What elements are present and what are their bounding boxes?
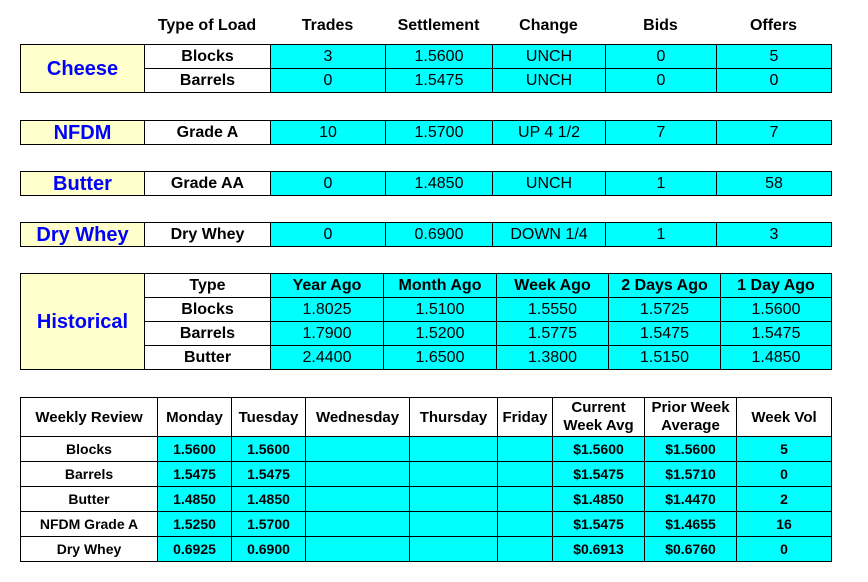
hist-type: Barrels <box>145 322 271 346</box>
weekly-friday <box>498 437 553 462</box>
nfdm-offers: 7 <box>717 121 832 145</box>
weekly-thursday <box>410 487 498 512</box>
weekly-current-avg: $1.5475 <box>553 512 645 537</box>
dry-whey-table <box>20 222 832 247</box>
weekly-prior-avg: $1.4655 <box>645 512 737 537</box>
hist-value: 1.5775 <box>497 322 609 346</box>
header-spacer <box>20 13 144 39</box>
cheese-label: Cheese <box>21 45 145 93</box>
dry-whey-bids: 1 <box>606 223 717 247</box>
hist-value: 1.7900 <box>271 322 384 346</box>
weekly-header-friday: Friday <box>498 398 553 437</box>
weekly-header-thursday: Thursday <box>410 398 498 437</box>
weekly-tuesday: 0.6900 <box>232 537 306 562</box>
table-row <box>21 437 832 462</box>
butter-change: UNCH <box>493 172 606 196</box>
historical-label: Historical <box>21 274 145 370</box>
hist-value: 1.5100 <box>384 298 497 322</box>
hist-value: 1.4850 <box>721 346 832 370</box>
weekly-vol: 2 <box>737 487 832 512</box>
butter-label: Butter <box>21 172 145 196</box>
weekly-friday <box>498 537 553 562</box>
cheese-blocks-offers: 5 <box>717 45 832 69</box>
dry-whey-label: Dry Whey <box>21 223 145 247</box>
cheese-blocks-change: UNCH <box>493 45 606 69</box>
weekly-header-monday: Monday <box>158 398 232 437</box>
cheese-blocks-type: Blocks <box>145 45 271 69</box>
prior-line-2: Average <box>661 417 720 434</box>
weekly-tuesday: 1.5700 <box>232 512 306 537</box>
header-trades: Trades <box>301 17 354 34</box>
weekly-product: Butter <box>21 487 158 512</box>
hist-value: 1.5475 <box>721 322 832 346</box>
hist-value: 2.4400 <box>271 346 384 370</box>
header-type-of-load: Type of Load <box>157 17 257 34</box>
weekly-vol: 5 <box>737 437 832 462</box>
weekly-prior-avg: $0.6760 <box>645 537 737 562</box>
hist-type: Blocks <box>145 298 271 322</box>
weekly-header-review: Weekly Review <box>21 398 158 437</box>
weekly-thursday <box>410 512 498 537</box>
nfdm-settlement: 1.5700 <box>386 121 493 145</box>
cheese-barrels-type: Barrels <box>145 69 271 93</box>
cheese-blocks-trades: 3 <box>271 45 386 69</box>
weekly-monday: 1.4850 <box>158 487 232 512</box>
historical-table <box>20 273 832 370</box>
weekly-prior-avg: $1.5710 <box>645 462 737 487</box>
weekly-friday <box>498 462 553 487</box>
nfdm-trades: 10 <box>271 121 386 145</box>
hist-value: 1.3800 <box>497 346 609 370</box>
header-change: Change <box>519 17 578 34</box>
weekly-friday <box>498 487 553 512</box>
table-row <box>21 462 832 487</box>
weekly-tuesday: 1.5475 <box>232 462 306 487</box>
main-header <box>20 13 831 39</box>
hist-value: 1.5725 <box>609 298 721 322</box>
nfdm-change: UP 4 1/2 <box>493 121 606 145</box>
nfdm-type: Grade A <box>145 121 271 145</box>
weekly-monday: 1.5475 <box>158 462 232 487</box>
hist-header-week-ago: Week Ago <box>497 274 609 298</box>
cheese-table <box>20 44 832 93</box>
weekly-prior-avg: $1.4470 <box>645 487 737 512</box>
cheese-barrels-trades: 0 <box>271 69 386 93</box>
weekly-header-wednesday: Wednesday <box>306 398 410 437</box>
weekly-header-week-vol: Week Vol <box>737 398 832 437</box>
dry-whey-type: Dry Whey <box>145 223 271 247</box>
weekly-vol: 16 <box>737 512 832 537</box>
hist-header-1-day-ago: 1 Day Ago <box>721 274 832 298</box>
current-line-1: Current <box>571 399 626 416</box>
weekly-wednesday <box>306 462 410 487</box>
butter-table <box>20 171 832 196</box>
hist-value: 1.6500 <box>384 346 497 370</box>
hist-value: 1.5200 <box>384 322 497 346</box>
weekly-friday <box>498 512 553 537</box>
butter-settlement: 1.4850 <box>386 172 493 196</box>
weekly-vol: 0 <box>737 462 832 487</box>
weekly-prior-avg: $1.5600 <box>645 437 737 462</box>
weekly-current-avg: $1.5600 <box>553 437 645 462</box>
dry-whey-settlement: 0.6900 <box>386 223 493 247</box>
nfdm-label: NFDM <box>21 121 145 145</box>
weekly-product: Barrels <box>21 462 158 487</box>
cheese-barrels-change: UNCH <box>493 69 606 93</box>
weekly-product: Dry Whey <box>21 537 158 562</box>
table-row <box>21 512 832 537</box>
butter-bids: 1 <box>606 172 717 196</box>
weekly-wednesday <box>306 537 410 562</box>
weekly-wednesday <box>306 512 410 537</box>
weekly-monday: 1.5250 <box>158 512 232 537</box>
weekly-wednesday <box>306 437 410 462</box>
dry-whey-trades: 0 <box>271 223 386 247</box>
hist-header-2-days-ago: 2 Days Ago <box>609 274 721 298</box>
weekly-product: Blocks <box>21 437 158 462</box>
weekly-vol: 0 <box>737 537 832 562</box>
weekly-header-tuesday: Tuesday <box>232 398 306 437</box>
cheese-blocks-settlement: 1.5600 <box>386 45 493 69</box>
weekly-monday: 0.6925 <box>158 537 232 562</box>
hist-value: 1.5475 <box>609 322 721 346</box>
cheese-blocks-bids: 0 <box>606 45 717 69</box>
hist-header-type: Type <box>145 274 271 298</box>
hist-value: 1.8025 <box>271 298 384 322</box>
table-row <box>21 537 832 562</box>
weekly-wednesday <box>306 487 410 512</box>
hist-type: Butter <box>145 346 271 370</box>
weekly-header-current-week-avg <box>553 398 645 437</box>
cheese-barrels-bids: 0 <box>606 69 717 93</box>
hist-header-year-ago: Year Ago <box>271 274 384 298</box>
cheese-barrels-offers: 0 <box>717 69 832 93</box>
butter-trades: 0 <box>271 172 386 196</box>
header-settlement: Settlement <box>397 17 480 34</box>
weekly-thursday <box>410 462 498 487</box>
weekly-monday: 1.5600 <box>158 437 232 462</box>
hist-value: 1.5600 <box>721 298 832 322</box>
current-line-2: Week Avg <box>563 417 634 434</box>
dry-whey-offers: 3 <box>717 223 832 247</box>
butter-offers: 58 <box>717 172 832 196</box>
weekly-tuesday: 1.4850 <box>232 487 306 512</box>
cheese-barrels-settlement: 1.5475 <box>386 69 493 93</box>
nfdm-table <box>20 120 832 145</box>
prior-line-1: Prior Week <box>651 399 730 416</box>
weekly-product: NFDM Grade A <box>21 512 158 537</box>
hist-value: 1.5550 <box>497 298 609 322</box>
weekly-thursday <box>410 437 498 462</box>
nfdm-bids: 7 <box>606 121 717 145</box>
weekly-current-avg: $1.4850 <box>553 487 645 512</box>
weekly-current-avg: $0.6913 <box>553 537 645 562</box>
weekly-header-prior-week-average <box>645 398 737 437</box>
hist-header-month-ago: Month Ago <box>384 274 497 298</box>
header-offers: Offers <box>749 17 798 34</box>
weekly-review-table <box>20 397 832 562</box>
hist-value: 1.5150 <box>609 346 721 370</box>
table-row <box>21 487 832 512</box>
weekly-thursday <box>410 537 498 562</box>
weekly-current-avg: $1.5475 <box>553 462 645 487</box>
butter-type: Grade AA <box>145 172 271 196</box>
header-bids: Bids <box>643 17 678 34</box>
weekly-tuesday: 1.5600 <box>232 437 306 462</box>
dry-whey-change: DOWN 1/4 <box>493 223 606 247</box>
